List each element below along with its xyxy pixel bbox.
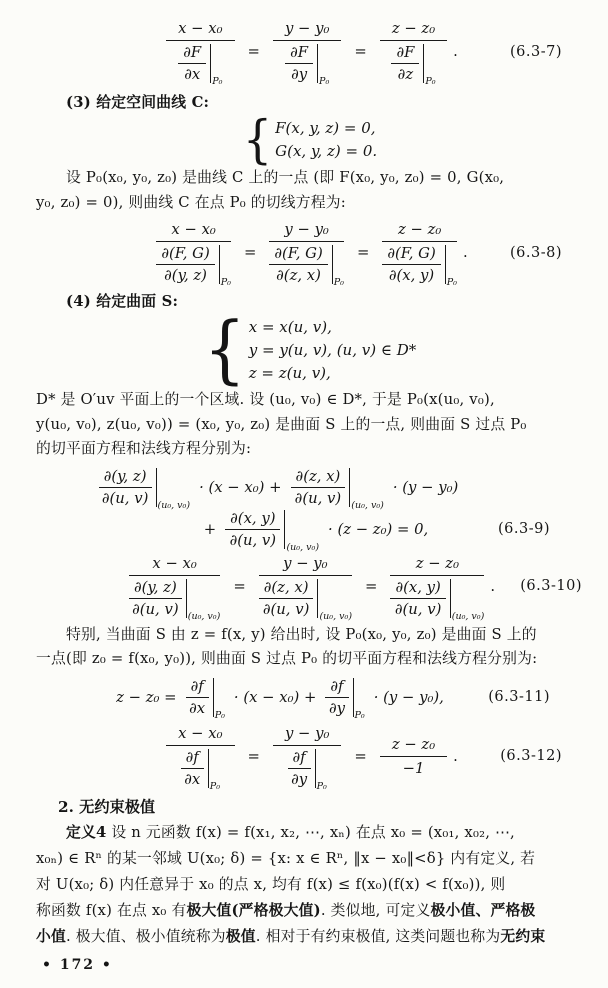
equation-number: (6.3-12) <box>500 748 562 764</box>
definition-term: 小值 <box>36 927 66 945</box>
derivative-term: ∂f ∂y P₀ <box>325 678 364 717</box>
definition-text: 称函数 f(x) 在点 x₀ 有 <box>36 901 187 919</box>
definition-text: . 相对于有约束极值, 这类问题也称为 <box>255 927 501 945</box>
equation-number: (6.3-9) <box>498 521 550 537</box>
equation-6-3-10 <box>36 554 584 622</box>
evaluation-bar: P₀ <box>213 678 225 717</box>
left-brace: { <box>203 306 246 394</box>
definition-text: 设 n 元函数 f(x) = f(x₁, x₂, ⋯, xₙ) 在点 x₀ = (x₀₁, x₀₂, ⋯, <box>106 823 515 841</box>
evaluation-bar: P₀ <box>445 245 457 284</box>
section-item-4: (4) 给定曲面 S: <box>66 293 179 310</box>
evaluation-bar: (u₀, v₀) <box>284 510 319 549</box>
paragraph-curve-line: 设 P₀(x₀, y₀, z₀) 是曲线 C 上的一点 (即 F(x₀, y₀, z₀) = 0, G(x₀, <box>66 169 505 186</box>
derivative-term: ∂f ∂x P₀ <box>186 678 225 717</box>
definition-line: x₀ₙ) ∈ Rⁿ 的某一邻域 U(x₀; δ) = {x: x ∈ Rⁿ, ‖x − x₀‖<δ} 内有定义, 若 <box>36 849 536 867</box>
partial-derivative: ∂F ∂z <box>391 44 419 83</box>
math-text: · (y − y₀) <box>392 478 459 496</box>
system-line: F(x, y, z) = 0, <box>275 119 376 137</box>
math-text: · (y − y₀), <box>373 688 444 706</box>
equals-sign: = <box>247 747 260 765</box>
paragraph-special-line: 一点(即 z₀ = f(x₀, y₀)), 则曲面 S 过点 P₀ 的切平面方程和法线方程分别为: <box>36 650 538 667</box>
equation-6-3-9-line2 <box>36 509 584 553</box>
jacobian-term: ∂(y, z) ∂(u, v) (u₀, v₀) <box>99 468 190 507</box>
system-line: G(x, y, z) = 0. <box>275 142 378 160</box>
fraction-term: z − z₀ ∂(F, G) ∂(x, y) P₀ <box>382 221 457 284</box>
math-text: z − z₀ = <box>116 688 177 706</box>
definition-line <box>36 924 584 950</box>
fraction-term: y − y₀ ∂F ∂y P₀ <box>273 20 341 83</box>
jacobian: ∂(z, x) ∂(u, v) <box>259 579 314 618</box>
definition-text: . 类似地, 可定义 <box>320 901 431 919</box>
definition-line: 对 U(x₀; δ) 内任意异于 x₀ 的点 x, 均有 f(x) ≤ f(x₀)(f(x) < f(x₀)), 则 <box>36 875 506 893</box>
evaluation-bar: (u₀, v₀) <box>349 468 384 507</box>
equation-6-3-8 <box>36 221 584 288</box>
definition-term: 极大值(严格极大值) <box>186 901 321 919</box>
math-text: · (z − z₀) = 0, <box>328 520 429 538</box>
punctuation: . <box>453 43 458 60</box>
fraction-term: y − y₀ ∂(F, G) ∂(z, x) P₀ <box>269 221 344 284</box>
math-text: · (x − x₀) + <box>199 478 282 496</box>
section-item-3: (3) 给定空间曲线 C: <box>66 94 210 111</box>
paragraph-surface-line: y(u₀, v₀), z(u₀, v₀)) = (x₀, y₀, z₀) 是曲面 S 上的一点, 则曲面 S 过点 P₀ <box>36 415 527 433</box>
jacobian: ∂(F, G) ∂(x, y) <box>382 245 440 284</box>
fraction-numerator: x − x₀ <box>166 20 234 41</box>
partial-derivative: ∂f ∂x <box>181 749 204 788</box>
evaluation-bar: (u₀, v₀) <box>317 579 352 618</box>
equals-sign: = <box>354 43 367 60</box>
punctuation: . <box>453 747 458 765</box>
math-text: · (x − x₀) + <box>233 688 317 706</box>
fraction-term: x − x₀ ∂(F, G) ∂(y, z) P₀ <box>156 221 231 284</box>
fraction-term: z − z₀ ∂F ∂z P₀ <box>380 20 447 83</box>
system-line: x = x(u, v), <box>248 318 332 336</box>
evaluation-bar: P₀ <box>315 749 327 788</box>
equation-system-curve <box>36 109 584 170</box>
punctuation: . <box>462 244 468 261</box>
fraction-term: $\frac{\text{z − z₀}}{-1}$ <box>380 736 447 777</box>
definition-text: . 极大值、极小值统称为 <box>66 927 226 945</box>
definition-term: 极小值、严格极 <box>430 901 536 919</box>
fraction-term: y − y₀ ∂f ∂y P₀ <box>273 725 341 788</box>
paragraph-surface-line: D* 是 O′uv 平面上的一个区域. 设 (u₀, v₀) ∈ D*, 于是 P₀(x(u₀, v₀), <box>36 391 495 408</box>
jacobian: ∂(F, G) ∂(y, z) <box>156 245 214 284</box>
equation-6-3-7 <box>36 20 584 87</box>
evaluation-bar: (u₀, v₀) <box>156 468 191 507</box>
equation-number: (6.3-8) <box>510 244 562 261</box>
equals-sign: = <box>233 577 246 595</box>
equation-number: (6.3-7) <box>510 43 562 60</box>
equals-sign: = <box>365 577 378 595</box>
equals-sign: = <box>243 244 257 261</box>
fraction-denominator: −1 <box>402 759 425 777</box>
partial-derivative: ∂f ∂y <box>288 749 311 788</box>
fraction-term: x − x₀ ∂(y, z) ∂(u, v) (u₀, v₀) <box>129 555 220 618</box>
evaluation-bar: P₀ <box>332 245 344 284</box>
equals-sign: = <box>356 244 370 261</box>
evaluation-bar: (u₀, v₀) <box>186 579 221 618</box>
equation-6-3-11 <box>36 677 584 721</box>
equation-6-3-9-line1 <box>36 467 584 511</box>
definition-term: 无约束 <box>500 927 546 945</box>
punctuation: . <box>490 577 496 595</box>
jacobian: ∂(y, z) ∂(u, v) <box>129 579 182 618</box>
evaluation-bar: P₀ <box>208 749 220 788</box>
jacobian: ∂(F, G) ∂(z, x) <box>269 245 327 284</box>
evaluation-bar: P₀ <box>353 678 365 717</box>
plus-sign: + <box>203 520 217 538</box>
partial-derivative: ∂F ∂x <box>178 44 206 83</box>
fraction-term: x − x₀ ∂f ∂x P₀ <box>166 725 234 788</box>
fraction-term: y − y₀ ∂(z, x) ∂(u, v) (u₀, v₀) <box>259 555 352 618</box>
evaluation-bar: P₀ <box>317 44 329 83</box>
paragraph-curve-line: y₀, z₀) = 0), 则曲线 C 在点 P₀ 的切线方程为: <box>36 193 346 211</box>
jacobian: ∂(x, y) ∂(u, v) <box>390 579 445 618</box>
definition-term: 极值 <box>225 927 256 945</box>
fraction-term <box>166 20 234 87</box>
jacobian-term: ∂(x, y) ∂(u, v) (u₀, v₀) <box>225 510 319 549</box>
evaluation-bar: P₀ <box>210 44 222 83</box>
system-line: z = z(u, v), <box>248 364 331 382</box>
partial-derivative: ∂F ∂y <box>285 44 313 83</box>
paragraph-special-line: 特别, 当曲面 S 由 z = f(x, y) 给出时, 设 P₀(x₀, y₀, z₀) 是曲面 S 上的 <box>66 625 537 643</box>
left-brace: { <box>242 109 273 170</box>
evaluation-bar: P₀ <box>423 44 435 83</box>
section-heading-unconstrained-extrema: 2. 无约束极值 <box>58 797 156 816</box>
equation-system-surface <box>36 306 584 394</box>
definition-line <box>36 820 584 846</box>
system-line: y = y(u, v), (u, v) ∈ D* <box>248 341 417 359</box>
definition-line <box>36 898 584 924</box>
equation-number: (6.3-11) <box>488 689 550 705</box>
evaluation-bar: P₀ <box>219 245 231 284</box>
evaluation-bar: (u₀, v₀) <box>450 579 485 618</box>
equals-sign: = <box>354 747 367 765</box>
jacobian-term: ∂(z, x) ∂(u, v) (u₀, v₀) <box>291 468 384 507</box>
equals-sign: = <box>247 43 260 60</box>
page-number: • 172 • <box>42 957 113 973</box>
paragraph-surface-line: 的切平面方程和法线方程分别为: <box>36 440 252 457</box>
definition-term: 定义4 <box>66 823 107 841</box>
fraction-term: z − z₀ ∂(x, y) ∂(u, v) (u₀, v₀) <box>390 555 484 618</box>
equation-6-3-12 <box>36 724 584 792</box>
equation-number: (6.3-10) <box>520 578 582 594</box>
